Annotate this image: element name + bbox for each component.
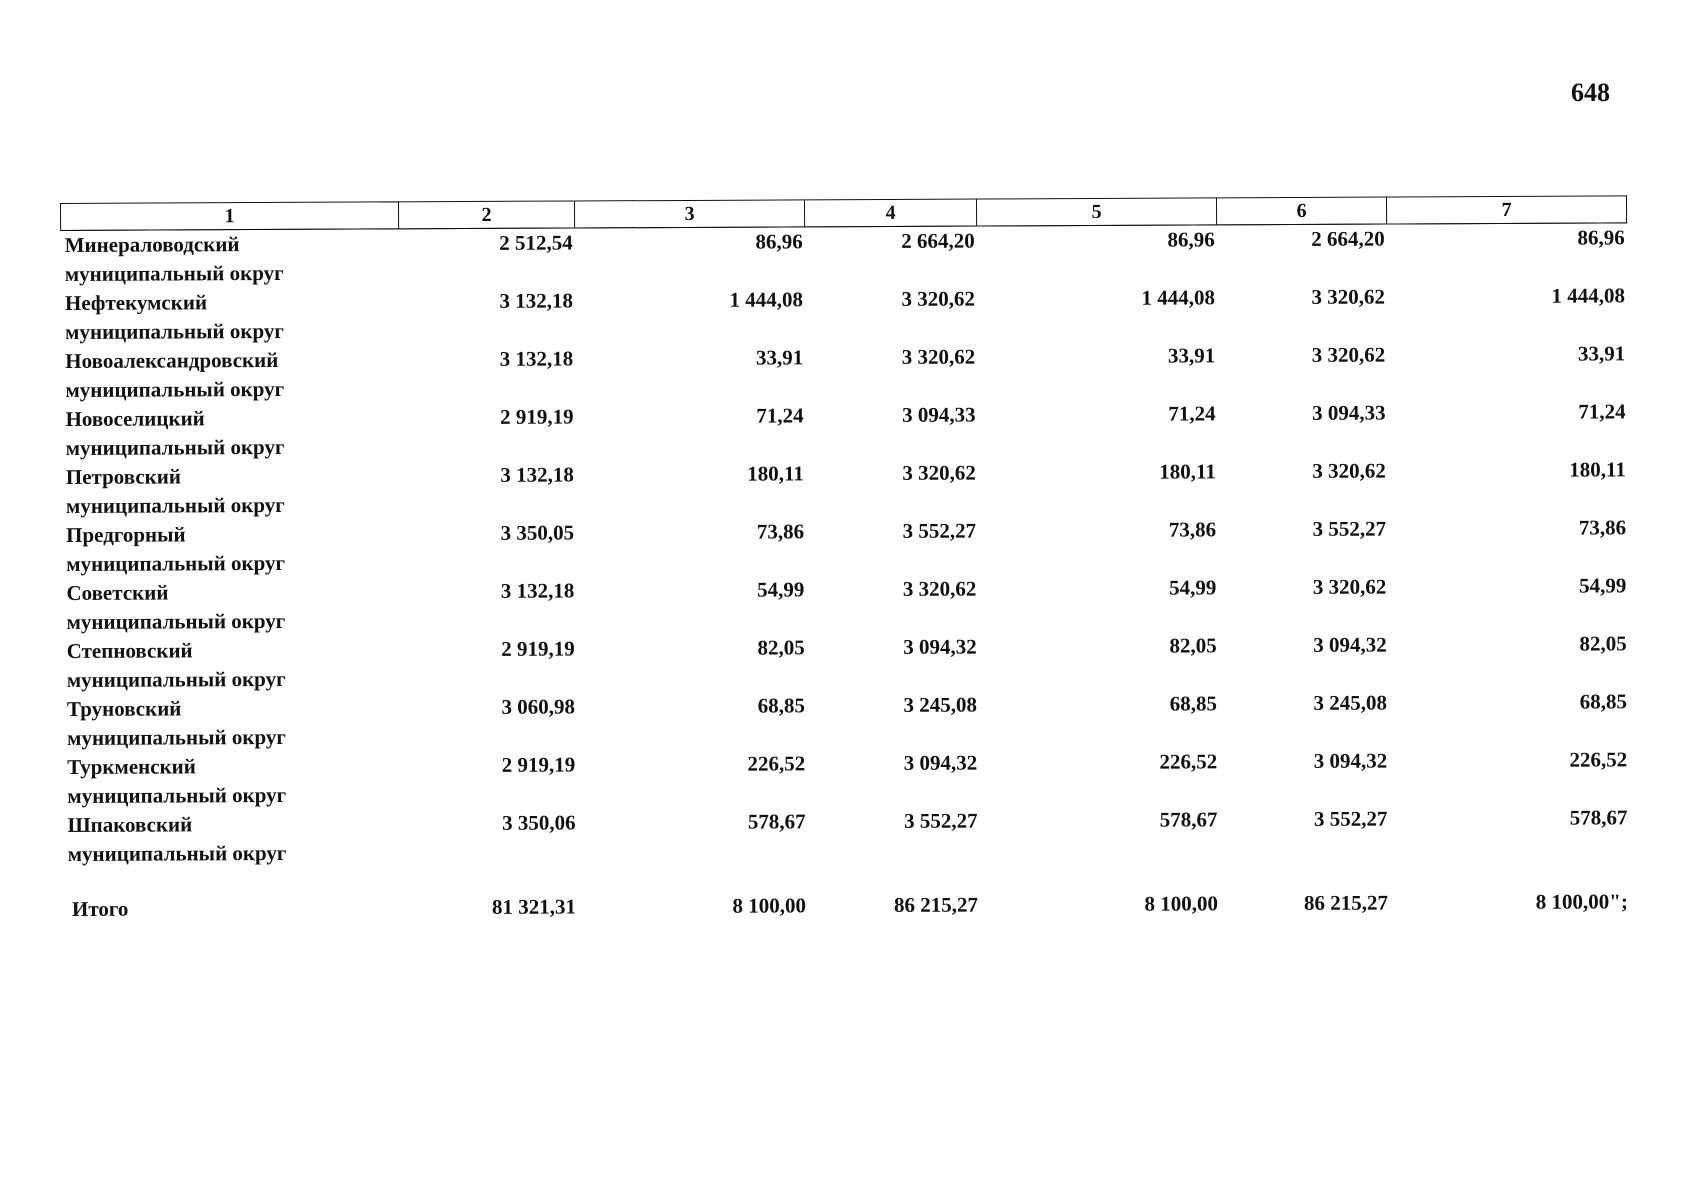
value-cell: 3 060,98 xyxy=(501,694,576,719)
value-cell: 180,11 xyxy=(1159,459,1216,484)
value-cell: 3 552,27 xyxy=(903,808,978,833)
value-cell: 71,24 xyxy=(1578,399,1626,424)
table-row xyxy=(62,513,1628,579)
district-name: Предгорный муниципальный округ xyxy=(66,522,286,576)
value-cell: 86,96 xyxy=(1167,227,1215,252)
value-cell: 68,85 xyxy=(757,693,806,718)
district-name: Советский муниципальный округ xyxy=(66,580,286,634)
value-cell: 3 320,62 xyxy=(902,576,977,601)
value-cell: 54,99 xyxy=(757,577,805,602)
value-cell: 226,52 xyxy=(1159,749,1218,774)
value-cell: 578,67 xyxy=(1569,805,1628,830)
total-value: 8 100,00"; xyxy=(1535,889,1628,914)
value-cell: 68,85 xyxy=(1579,689,1628,714)
table-row xyxy=(61,397,1627,463)
table-row xyxy=(62,455,1628,521)
table-row xyxy=(61,339,1627,405)
page-number: 648 xyxy=(1571,78,1610,107)
value-cell: 226,52 xyxy=(1569,747,1628,772)
district-name: Петровский муниципальный округ xyxy=(65,464,285,518)
value-cell: 1 444,08 xyxy=(729,287,804,312)
table-row xyxy=(62,571,1628,637)
value-cell: 3 094,32 xyxy=(1313,632,1387,657)
value-cell: 2 919,19 xyxy=(501,636,575,661)
value-cell: 86,96 xyxy=(755,229,803,254)
value-cell: 578,67 xyxy=(747,809,806,834)
value-cell: 3 094,33 xyxy=(1311,400,1386,425)
value-cell: 3 320,62 xyxy=(901,344,976,369)
value-cell: 3 094,32 xyxy=(903,634,977,659)
value-cell: 54,99 xyxy=(1169,575,1217,600)
value-cell: 3 094,32 xyxy=(1313,748,1388,773)
total-value: 86 215,27 xyxy=(893,892,978,917)
value-cell: 3 132,18 xyxy=(499,288,574,313)
table-row xyxy=(61,281,1627,347)
district-name: Шпаковский муниципальный округ xyxy=(67,812,287,866)
value-cell: 82,05 xyxy=(757,635,805,660)
value-cell: 3 094,33 xyxy=(901,402,976,427)
table-body xyxy=(61,223,1630,935)
value-cell: 71,24 xyxy=(756,403,804,428)
value-cell: 3 320,62 xyxy=(1311,284,1386,309)
value-cell: 2 919,19 xyxy=(501,752,576,777)
column-header: 5 xyxy=(976,198,1216,226)
table-row xyxy=(63,803,1629,869)
value-cell: 2 919,19 xyxy=(499,404,574,429)
column-header: 1 xyxy=(61,202,399,231)
value-cell: 2 512,54 xyxy=(499,230,573,255)
value-cell: 2 664,20 xyxy=(1311,226,1385,251)
total-label: Итого xyxy=(71,896,129,921)
value-cell: 73,86 xyxy=(756,519,805,544)
value-cell: 86,96 xyxy=(1577,225,1625,250)
value-cell: 3 132,18 xyxy=(500,462,574,487)
district-name: Степновский муниципальный округ xyxy=(66,638,286,692)
district-name: Труновский муниципальный округ xyxy=(66,696,286,750)
column-header: 4 xyxy=(804,199,976,227)
value-cell: 180,11 xyxy=(1569,457,1626,482)
value-cell: 71,24 xyxy=(1168,401,1216,426)
value-cell: 3 132,18 xyxy=(500,578,575,603)
district-name: Нефтекумский муниципальный округ xyxy=(64,290,284,344)
value-cell: 226,52 xyxy=(747,751,806,776)
column-header: 2 xyxy=(398,201,574,229)
table-row xyxy=(61,223,1627,289)
table-row xyxy=(63,629,1629,695)
total-value: 8 100,00 xyxy=(732,893,806,918)
value-cell: 3 350,05 xyxy=(500,520,575,545)
value-cell: 82,05 xyxy=(1579,631,1627,656)
value-cell: 33,91 xyxy=(1167,343,1216,368)
value-cell: 33,91 xyxy=(1577,341,1626,366)
value-cell: 3 320,62 xyxy=(1311,342,1386,367)
column-header: 6 xyxy=(1216,197,1386,225)
value-cell: 3 245,08 xyxy=(1313,690,1388,715)
value-cell: 3 320,62 xyxy=(902,460,976,485)
data-table xyxy=(60,195,1631,935)
table-container xyxy=(60,195,1630,935)
value-cell: 82,05 xyxy=(1169,633,1217,658)
district-name: Туркменский муниципальный округ xyxy=(67,754,287,808)
value-cell: 73,86 xyxy=(1168,517,1217,542)
district-name: Минераловодский муниципальный округ xyxy=(64,232,284,286)
value-cell: 578,67 xyxy=(1159,807,1218,832)
value-cell: 33,91 xyxy=(755,345,804,370)
value-cell: 3 350,06 xyxy=(501,810,576,835)
value-cell: 3 245,08 xyxy=(903,692,978,717)
table-row xyxy=(63,687,1629,753)
value-cell: 3 320,62 xyxy=(1312,574,1387,599)
value-cell: 180,11 xyxy=(747,461,804,486)
district-name: Новоалександровский муниципальный округ xyxy=(65,347,285,402)
value-cell: 54,99 xyxy=(1579,573,1627,598)
value-cell: 2 664,20 xyxy=(901,228,975,253)
value-cell: 3 132,18 xyxy=(499,346,574,371)
table-row xyxy=(63,745,1629,811)
value-cell: 3 552,27 xyxy=(1313,806,1388,831)
total-row xyxy=(64,861,1630,935)
column-header: 3 xyxy=(574,200,804,228)
district-name: Новоселицкий муниципальный округ xyxy=(65,406,285,460)
value-cell: 1 444,08 xyxy=(1141,285,1216,310)
value-cell: 3 552,27 xyxy=(902,518,977,543)
value-cell: 73,86 xyxy=(1578,515,1627,540)
column-header: 7 xyxy=(1386,196,1626,224)
value-cell: 1 444,08 xyxy=(1551,283,1626,308)
value-cell: 3 320,62 xyxy=(901,286,976,311)
total-value: 86 215,27 xyxy=(1303,890,1388,915)
value-cell: 3 094,32 xyxy=(903,750,978,775)
value-cell: 3 320,62 xyxy=(1312,458,1386,483)
value-cell: 3 552,27 xyxy=(1312,516,1387,541)
value-cell: 68,85 xyxy=(1169,691,1218,716)
total-value: 81 321,31 xyxy=(491,894,577,919)
total-value: 8 100,00 xyxy=(1144,891,1218,916)
